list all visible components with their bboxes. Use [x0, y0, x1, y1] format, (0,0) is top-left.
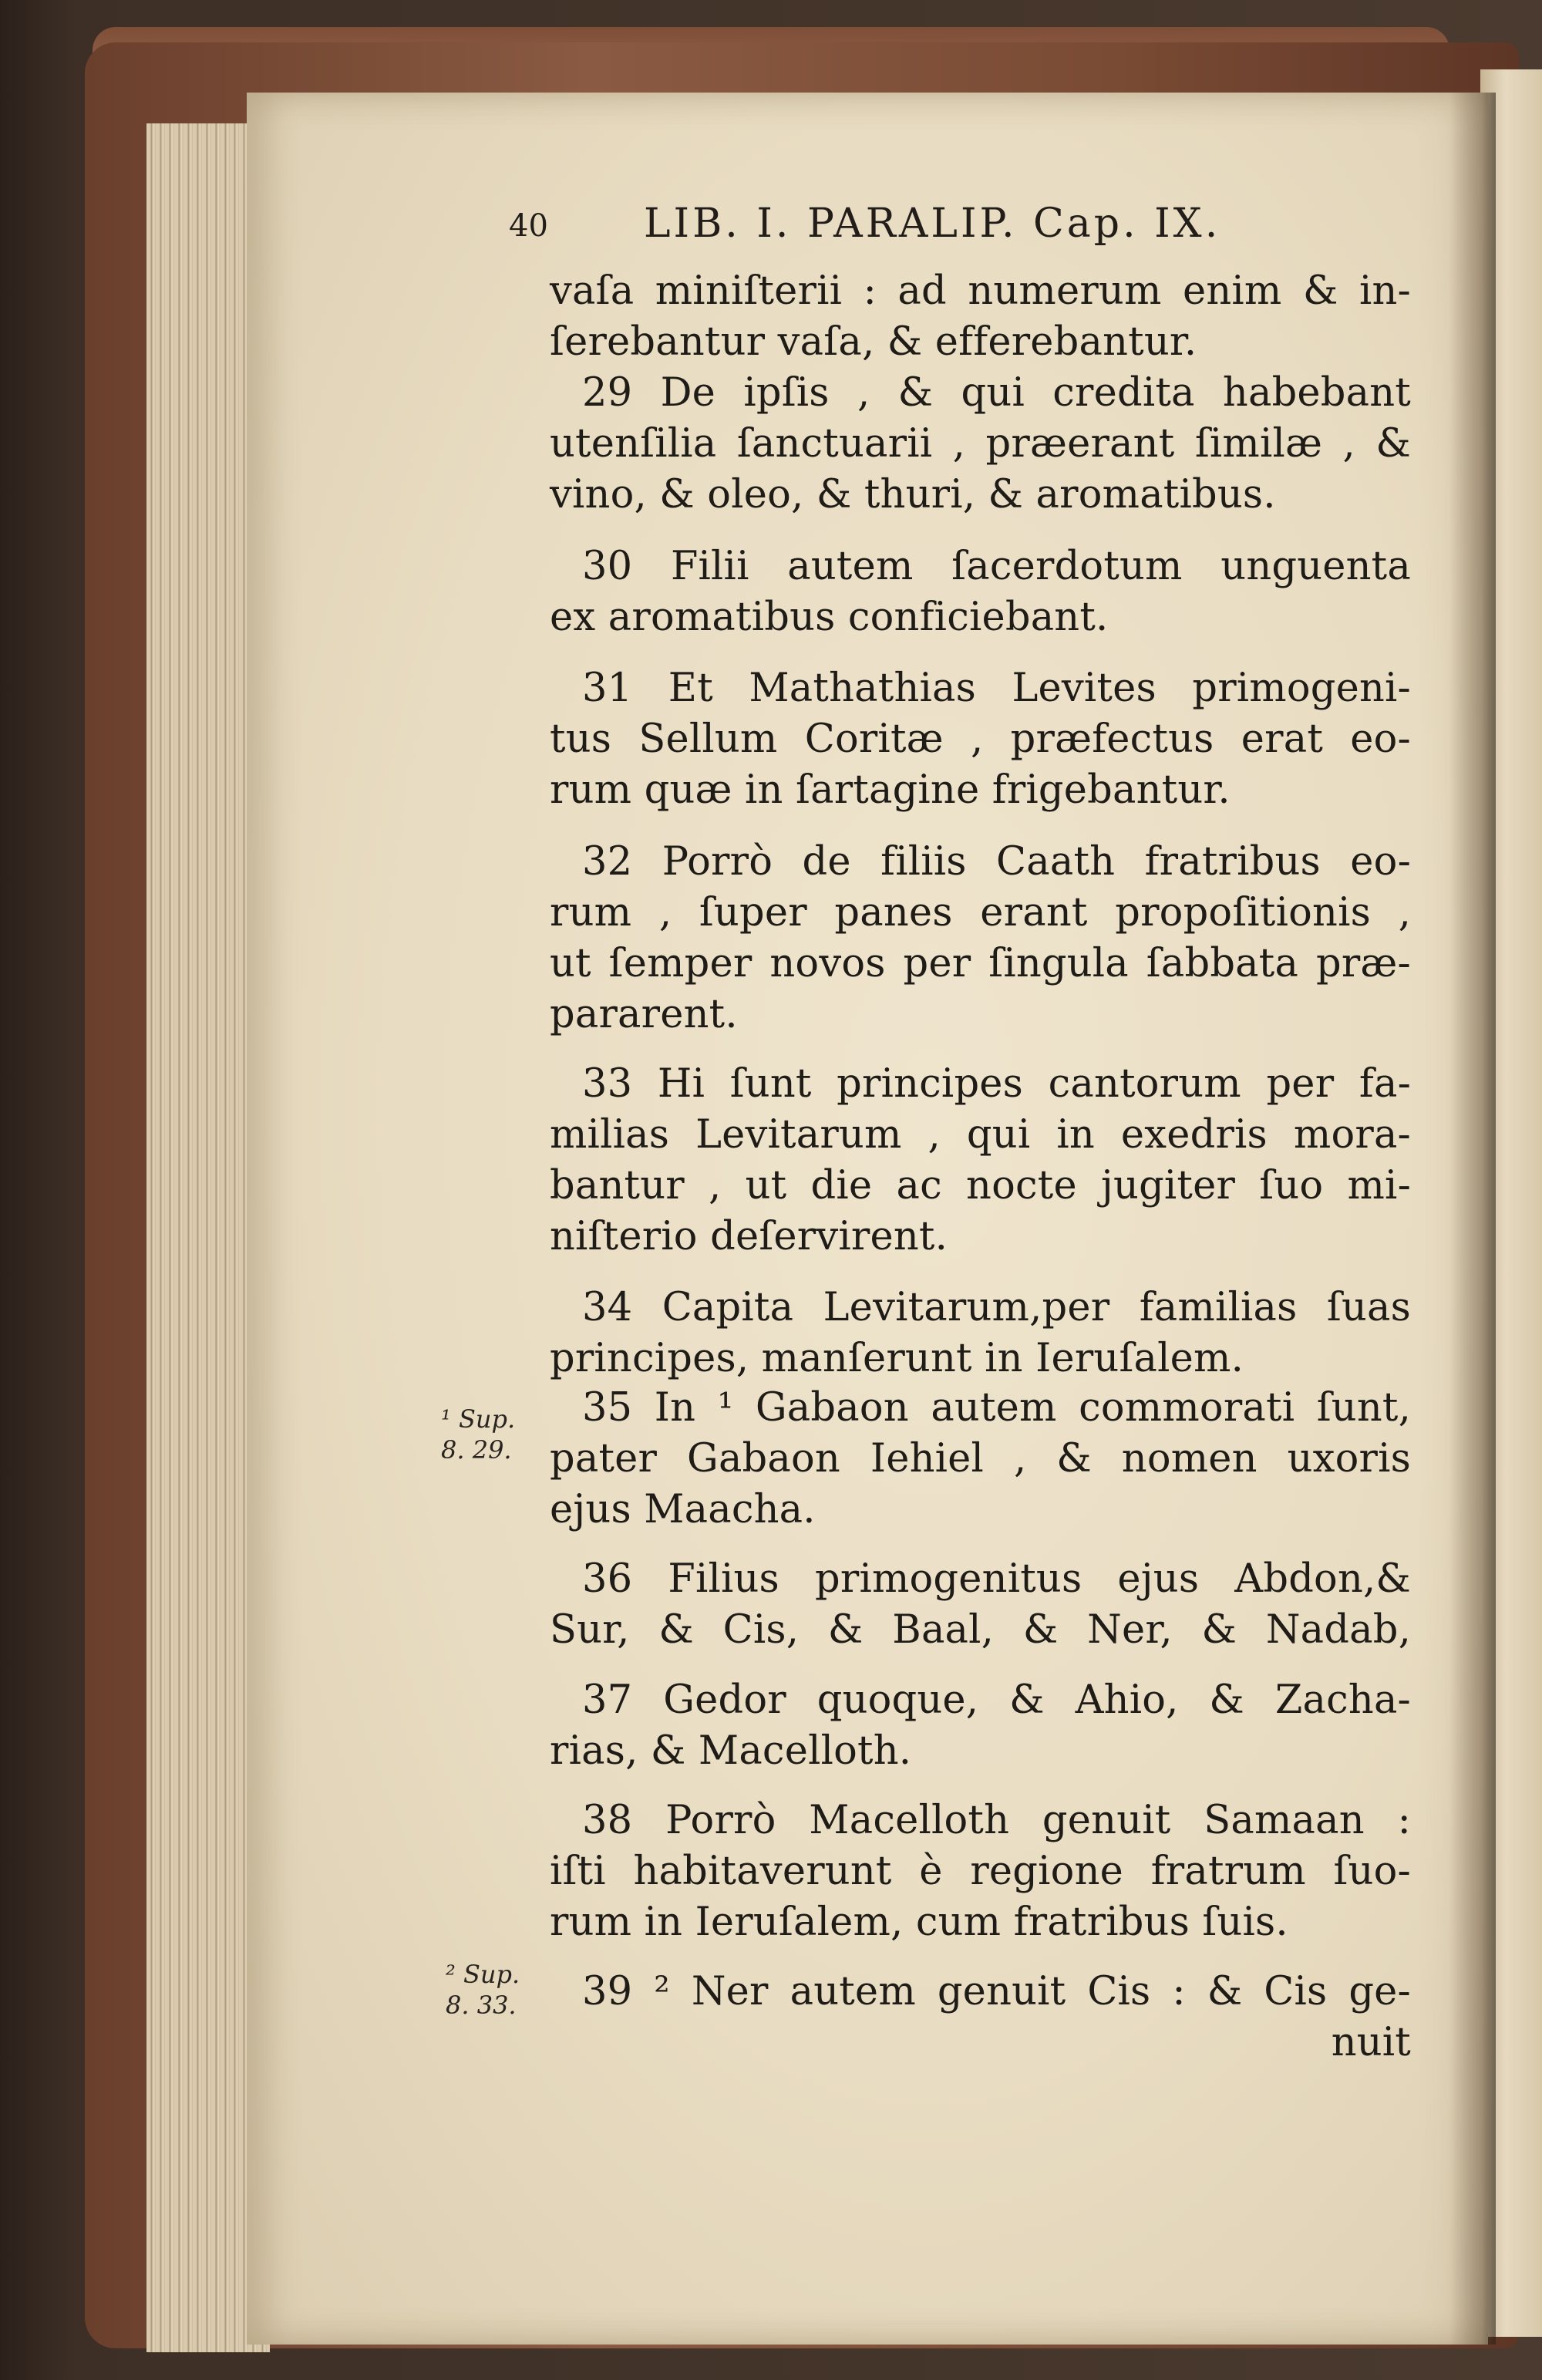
margin-note-mark: ¹ Sup.: [441, 1404, 516, 1434]
text-line: rum , ſuper panes erant propoſitionis ,: [550, 890, 1411, 935]
text-line: 36 Filius primogenitus ejus Abdon,&: [582, 1556, 1411, 1602]
text-line: nuit: [1331, 2020, 1411, 2065]
text-line: pararent.: [550, 992, 738, 1037]
text-line: 37 Gedor quoque, & Ahio, & Zacha-: [582, 1677, 1411, 1723]
page-gutter-shadow: [1449, 93, 1496, 2345]
text-line: 39 ² Ner autem genuit Cis : & Cis ge-: [582, 1969, 1411, 2014]
text-line: 32 Porrò de filiis Caath fratribus eo-: [582, 839, 1411, 885]
margin-note-ref: 8. 29.: [441, 1435, 512, 1465]
text-line: Sur, & Cis, & Baal, & Ner, & Nadab,: [550, 1607, 1411, 1653]
text-line: rum quæ in ſartagine frigebantur.: [550, 767, 1231, 813]
text-line: 38 Porrò Macelloth genuit Samaan :: [582, 1798, 1411, 1843]
page-number: 40: [509, 208, 548, 244]
text-line: bantur , ut die ac nocte jugiter ſuo mi-: [550, 1163, 1411, 1209]
running-header: [509, 201, 1434, 262]
text-line: pater Gabaon Iehiel , & nomen uxoris: [550, 1436, 1411, 1482]
text-line: 30 Filii autem ſacerdotum unguenta: [582, 544, 1411, 589]
text-line: tus Sellum Coritæ , præfectus erat eo-: [550, 716, 1411, 762]
text-line: 35 In ¹ Gabaon autem commorati ſunt,: [582, 1385, 1411, 1431]
margin-note-ref: 8. 33.: [446, 1991, 517, 2020]
margin-note: [446, 1959, 520, 2021]
margin-note: [441, 1404, 515, 1465]
text-line: principes, manſerunt in Ieruſalem.: [550, 1336, 1244, 1381]
text-line: rum in Ieruſalem, cum fratribus ſuis.: [550, 1900, 1288, 1945]
text-line: ejus Maacha.: [550, 1487, 816, 1532]
text-line: 33 Hi ſunt principes cantorum per fa-: [582, 1061, 1411, 1107]
text-line: 31 Et Mathathias Levites primogeni-: [582, 666, 1411, 711]
text-line: ſerebantur vaſa, & efferebantur.: [550, 319, 1197, 365]
text-line: rias, & Macelloth.: [550, 1728, 912, 1774]
text-line: iſti habitaverunt è regione fratrum ſuo-: [550, 1849, 1411, 1894]
text-line: niſterio deſervirent.: [550, 1214, 948, 1259]
text-line: utenſilia ſanctuarii , præerant ſimilæ , &: [550, 421, 1411, 467]
margin-note-mark: ² Sup.: [446, 1960, 520, 1989]
running-title: LIB. I. PARALIP. Cap. IX.: [644, 201, 1221, 247]
text-line: ex aromatibus conficiebant.: [550, 595, 1109, 640]
text-line: ut ſemper novos per ſingula ſabbata præ-: [550, 941, 1411, 986]
text-line: milias Levitarum , qui in exedris mora-: [550, 1112, 1411, 1158]
text-line: vino, & oleo, & thuri, & aromatibus.: [550, 472, 1276, 517]
text-line: vaſa miniſterii : ad numerum enim & in-: [550, 268, 1411, 314]
text-line: 29 De ipſis , & qui credita habebant: [582, 370, 1411, 416]
text-line: 34 Capita Levitarum,per familias ſuas: [582, 1285, 1411, 1330]
